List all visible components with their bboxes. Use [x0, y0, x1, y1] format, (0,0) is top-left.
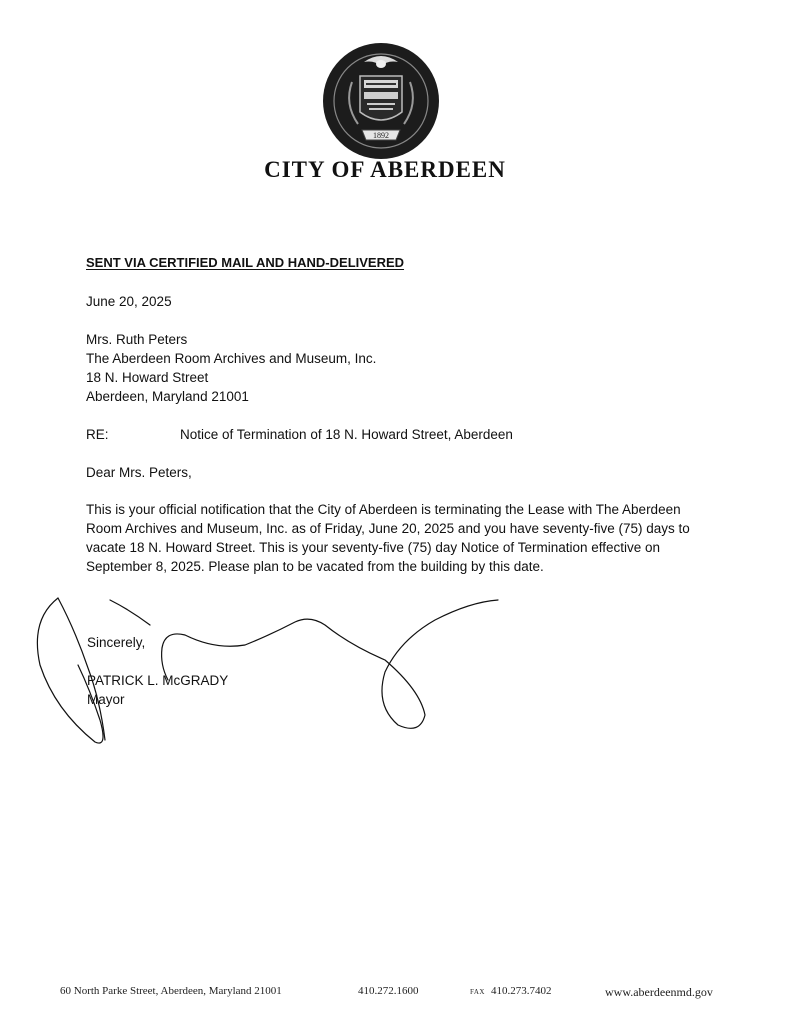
recipient-name: Mrs. Ruth Peters [86, 332, 188, 347]
signer-name: PATRICK L. McGRADY [87, 673, 229, 688]
recipient-city-state-zip: Aberdeen, Maryland 21001 [86, 389, 249, 404]
recipient-address-block [86, 331, 376, 407]
city-name-heading: CITY OF ABERDEEN [264, 157, 506, 182]
signer-title: Mayor [87, 692, 125, 707]
letter-date: June 20, 2025 [86, 294, 172, 309]
delivery-method-notice: SENT VIA CERTIFIED MAIL AND HAND-DELIVERED [86, 255, 405, 270]
footer-website: www.aberdeenmd.gov [605, 985, 713, 999]
footer-phone: 410.272.1600 [358, 985, 419, 997]
closing: Sincerely, [87, 635, 146, 650]
fax-label: FAX [470, 988, 485, 996]
recipient-street: 18 N. Howard Street [86, 370, 209, 385]
salutation: Dear Mrs. Peters, [86, 465, 192, 480]
seal-year: 1892 [373, 131, 389, 140]
fax-number: 410.273.7402 [490, 985, 552, 997]
footer-address: 60 North Parke Street, Aberdeen, Maryland 21001 [60, 985, 282, 997]
recipient-organization: The Aberdeen Room Archives and Museum, Inc. [86, 351, 377, 366]
re-label: RE: [86, 427, 109, 442]
city-seal-logo [322, 42, 440, 160]
footer-fax [470, 985, 551, 997]
letter-body-paragraph: This is your official notification that the City of Aberdeen is terminating the Lease with The Aberdeen Room Archives and Museum, Inc. as of Friday, June 20, 2025 and you have seventy-five (75) days to vacate 18 N. Howard Street. This is your seventy-five (75) day Notice of Termination effective on September 8, 2025. Please plan to be vacated from the building by this date. [86, 502, 690, 574]
re-subject: Notice of Termination of 18 N. Howard Street, Aberdeen [180, 427, 513, 442]
